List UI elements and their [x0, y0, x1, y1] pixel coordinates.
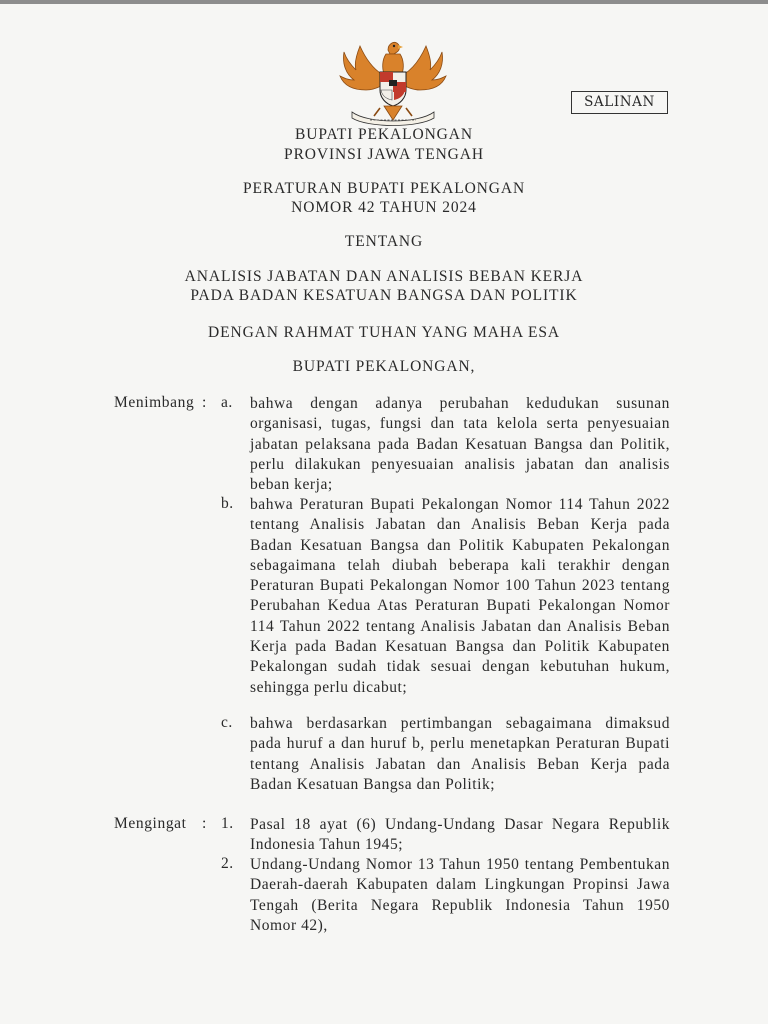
- salinan-stamp: SALINAN: [571, 91, 668, 114]
- mengingat-item-2: Undang-Undang Nomor 13 Tahun 1950 tentang Pembentukan Daerah-daerah Kabupaten dalam Lingkungan Propinsi Jawa Tengah (Berita Negara Republik Indonesia Tahun 1950 Nomor 42),: [250, 856, 670, 934]
- menimbang-item-c: bahwa berdasarkan pertimbangan sebagaimana dimaksud pada huruf a dan huruf b, perlu menetapkan Peraturan Bupati tentang Analisis Jabatan dan Analisis Beban Kerja pada Badan Kesatuan Bangsa dan Politik;: [250, 715, 670, 793]
- mengingat-colon: :: [202, 815, 207, 832]
- garuda-emblem: [334, 34, 452, 126]
- menimbang-label: Menimbang: [114, 394, 195, 411]
- province-title: PROVINSI JAWA TENGAH: [284, 146, 484, 163]
- mengingat-marker-1: 1.: [221, 815, 234, 832]
- menimbang-marker-a: a.: [221, 394, 233, 411]
- bupati-line: BUPATI PEKALONGAN,: [292, 358, 476, 375]
- menimbang-item-b: bahwa Peraturan Bupati Pekalongan Nomor 114 Tahun 2022 tentang Analisis Jabatan dan Analisis Beban Kerja pada Badan Kesatuan Bangsa dan Politik Kabupaten Pekalongan sebagaimana telah diubah beberapa kali terakhir dengan Peraturan Bupati Pekalongan Nomor 100 Tahun 2023 tentang Perubahan Kedua Atas Peraturan Bupati Pekalongan Nomor 114 Tahun 2022 tentang Analisis Jabatan dan Analisis Beban Kerja pada Badan Kesatuan Bangsa dan Politik Kabupaten Pekalongan sudah tidak sesuai dengan kebutuhan hukum, sehingga perlu dicabut;: [250, 496, 670, 696]
- menimbang-marker-b: b.: [221, 495, 234, 512]
- mengingat-marker-2: 2.: [221, 855, 234, 872]
- menimbang-item-a: bahwa dengan adanya perubahan kedudukan susunan organisasi, tugas, fungsi dan tata kelola serta penyesuaian jabatan pelaksana pada Badan Kesatuan Bangsa dan Politik, perlu dilakukan penyesuaian analisis jabatan dan analisis beban kerja;: [250, 395, 670, 494]
- tentang-heading: TENTANG: [344, 233, 424, 250]
- subject-line-2: PADA BADAN KESATUAN BANGSA DAN POLITIK: [190, 287, 578, 304]
- top-edge-rule: [0, 0, 768, 4]
- menimbang-marker-c: c.: [221, 714, 233, 731]
- regulation-number: NOMOR 42 TAHUN 2024: [291, 199, 477, 216]
- rahmat-line: DENGAN RAHMAT TUHAN YANG MAHA ESA: [208, 324, 560, 341]
- regulation-title: PERATURAN BUPATI PEKALONGAN: [242, 180, 526, 197]
- menimbang-colon: :: [202, 394, 207, 411]
- subject-line-1: ANALISIS JABATAN DAN ANALISIS BEBAN KERJA: [184, 268, 584, 285]
- regent-title: BUPATI PEKALONGAN: [295, 126, 473, 143]
- mengingat-item-1: Pasal 18 ayat (6) Undang-Undang Dasar Negara Republik Indonesia Tahun 1945;: [250, 816, 670, 854]
- mengingat-label: Mengingat: [114, 815, 187, 832]
